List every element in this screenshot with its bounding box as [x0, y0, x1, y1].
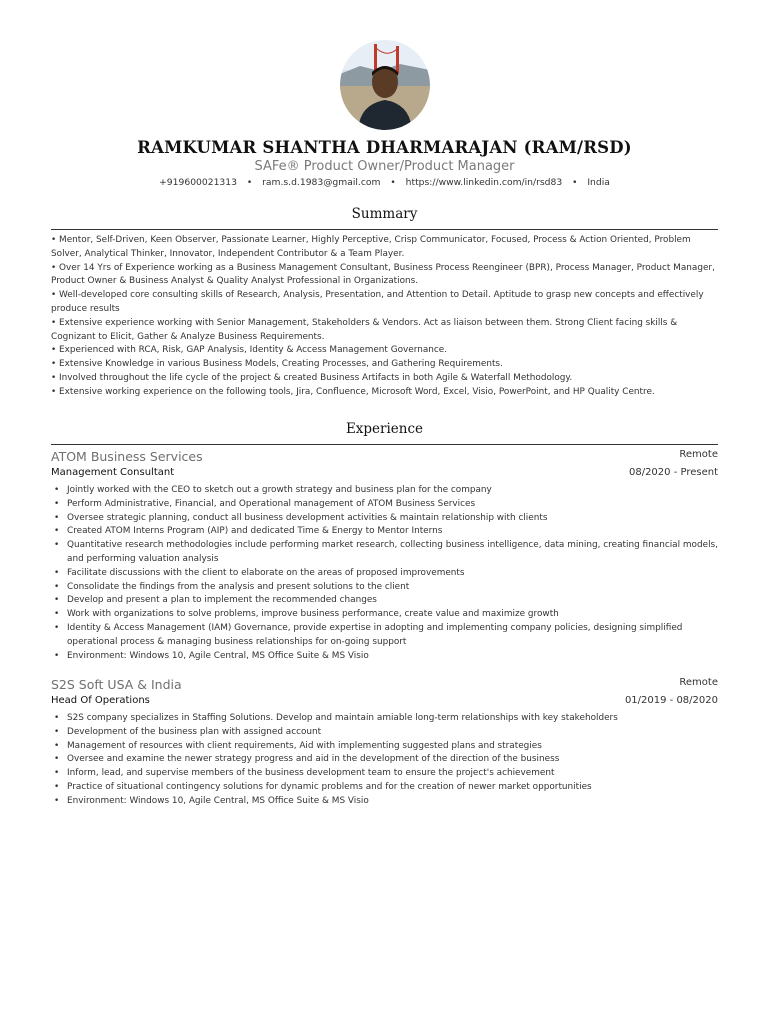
- job-entry-atom: [51, 449, 718, 663]
- bullet-icon: •: [54, 581, 60, 592]
- job-bullets: [51, 712, 718, 809]
- experience-heading: Experience: [345, 421, 424, 437]
- list-item: • Facilitate discussions with the client to elaborate on the areas of proposed improvements: [51, 567, 718, 581]
- summary-item: • Mentor, Self-Driven, Keen Observer, Passionate Learner, Highly Perceptive, Crisp Communicator, Focused, Process & Action Oriented, Problem Solver, Analytical Thinker, Innovator, Independent Contributor & a Team Player.: [51, 235, 691, 259]
- bullet-icon: •: [54, 540, 60, 551]
- job-location: Remote: [679, 677, 718, 688]
- summary-item: • Extensive Knowledge in various Business Models, Creating Processes, and Gathering Requirements.: [51, 359, 503, 370]
- summary-divider: [51, 229, 718, 230]
- location-text: India: [587, 177, 610, 188]
- list-item: • Jointly worked with the CEO to sketch out a growth strategy and business plan for the company: [51, 484, 718, 498]
- profile-photo: [340, 40, 430, 130]
- bullet-icon: •: [54, 795, 60, 806]
- contact-separator: •: [246, 178, 253, 188]
- list-item: • Created ATOM Interns Program (AIP) and dedicated Time & Energy to Mentor Interns: [51, 525, 718, 539]
- summary-item: • Extensive working experience on the following tools, Jira, Confluence, Microsoft Word, Excel, Visio, PowerPoint, and HP Quality Centre.: [51, 386, 655, 397]
- bullet-icon: •: [54, 498, 60, 509]
- list-item: • Work with organizations to solve problems, improve business performance, create value and maximize growth: [51, 608, 718, 622]
- bullet-icon: •: [54, 740, 60, 751]
- list-item: • Environment: Windows 10, Agile Central, MS Office Suite & MS Visio: [51, 795, 718, 809]
- list-item: • Develop and present a plan to implement the recommended changes: [51, 594, 718, 608]
- contact-separator: •: [572, 178, 578, 188]
- candidate-headline: SAFe® Product Owner/Product Manager: [254, 159, 515, 174]
- bullet-icon: •: [54, 526, 60, 537]
- experience-divider: [51, 444, 718, 445]
- bullet-icon: •: [54, 726, 60, 737]
- summary-item: • Experienced with RCA, Risk, GAP Analysis, Identity & Access Management Governance.: [51, 345, 448, 356]
- bullet-icon: •: [54, 595, 60, 606]
- bullet-icon: •: [54, 650, 60, 661]
- bullet-icon: •: [54, 754, 60, 765]
- job-title: Head Of Operations: [51, 695, 150, 706]
- list-item: • Oversee and examine the newer strategy progress and aid in the development of the direction of the business: [51, 753, 718, 767]
- job-entry-s2s: [51, 677, 718, 809]
- candidate-name: RAMKUMAR SHANTHA DHARMARAJAN (RAM/RSD): [137, 138, 632, 157]
- list-item: • Environment: Windows 10, Agile Central, MS Office Suite & MS Visio: [51, 650, 718, 664]
- bullet-icon: •: [54, 781, 60, 792]
- bullet-icon: •: [54, 512, 60, 523]
- job-dates: 01/2019 - 08/2020: [624, 695, 718, 706]
- contact-line: [51, 177, 718, 188]
- list-item: • Perform Administrative, Financial, and Operational management of ATOM Business Services: [51, 498, 718, 512]
- list-item: • S2S company specializes in Staffing Solutions. Develop and maintain amiable long-term relationships with key stakeholders: [51, 712, 718, 726]
- bullet-icon: •: [54, 567, 60, 578]
- list-item: • Quantitative research methodologies include performing market research, collecting business intelligence, data mining, creating financial models, and performing valuation analysis: [54, 540, 718, 564]
- list-item: • Identity & Access Management (IAM) Governance, provide expertise in adopting and implementing company policies, designing simplified operational process & managing business relationships for on-going support: [54, 622, 683, 647]
- bullet-icon: •: [54, 622, 60, 633]
- summary-heading: Summary: [351, 206, 418, 222]
- summary-item: • Well-developed core consulting skills of Research, Analysis, Presentation, and Attention to Detail. Aptitude to grasp new concepts and effectively produce results: [51, 290, 704, 314]
- company-name: ATOM Business Services: [51, 449, 203, 464]
- job-dates: 08/2020 - Present: [628, 467, 718, 478]
- bullet-icon: •: [54, 768, 60, 779]
- list-item: • Management of resources with client requirements, Aid with implementing suggested plans and strategies: [51, 740, 718, 754]
- job-title: Management Consultant: [51, 467, 175, 478]
- list-item: • Development of the business plan with assigned account: [51, 726, 718, 740]
- summary-item: • Over 14 Yrs of Experience working as a Business Management Consultant, Business Process Reengineer (BPR), Process Manager, Product Manager, Product Owner & Business Analyst & Quality Analyst Professional in Organizations.: [51, 262, 715, 287]
- bullet-icon: •: [54, 609, 60, 620]
- contact-separator: •: [390, 178, 396, 188]
- linkedin-link[interactable]: https://www.linkedin.com/in/rsd83: [405, 177, 563, 188]
- profile-photo-image: [340, 40, 430, 130]
- job-location: Remote: [679, 449, 718, 460]
- list-item: • Inform, lead, and supervise members of the business development team to ensure the project's achievement: [51, 767, 718, 781]
- list-item: • Consolidate the findings from the analysis and present solutions to the client: [51, 581, 718, 595]
- summary-item: • Involved throughout the life cycle of the project & created Business Artifacts in both Agile & Waterfall Methodology.: [51, 372, 573, 383]
- bullet-icon: •: [54, 485, 60, 495]
- email-link[interactable]: ram.s.d.1983@gmail.com: [262, 177, 381, 188]
- job-bullets: [51, 484, 718, 663]
- summary-item: • Extensive experience working with Senior Management, Stakeholders & Vendors. Act as liaison between them. Strong Client facing skills & Cognizant to Elicit, Gather & Analyze Business Requirements.: [51, 317, 678, 342]
- bullet-icon: •: [54, 713, 60, 723]
- list-item: • Practice of situational contingency solutions for dynamic problems and for the creation of newer market opportunities: [51, 781, 718, 795]
- phone-number[interactable]: +919600021313: [159, 177, 237, 188]
- company-name: S2S Soft USA & India: [51, 677, 182, 692]
- list-item: • Oversee strategic planning, conduct all business development activities & maintain relationship with clients: [51, 512, 718, 526]
- summary-list: [51, 234, 718, 400]
